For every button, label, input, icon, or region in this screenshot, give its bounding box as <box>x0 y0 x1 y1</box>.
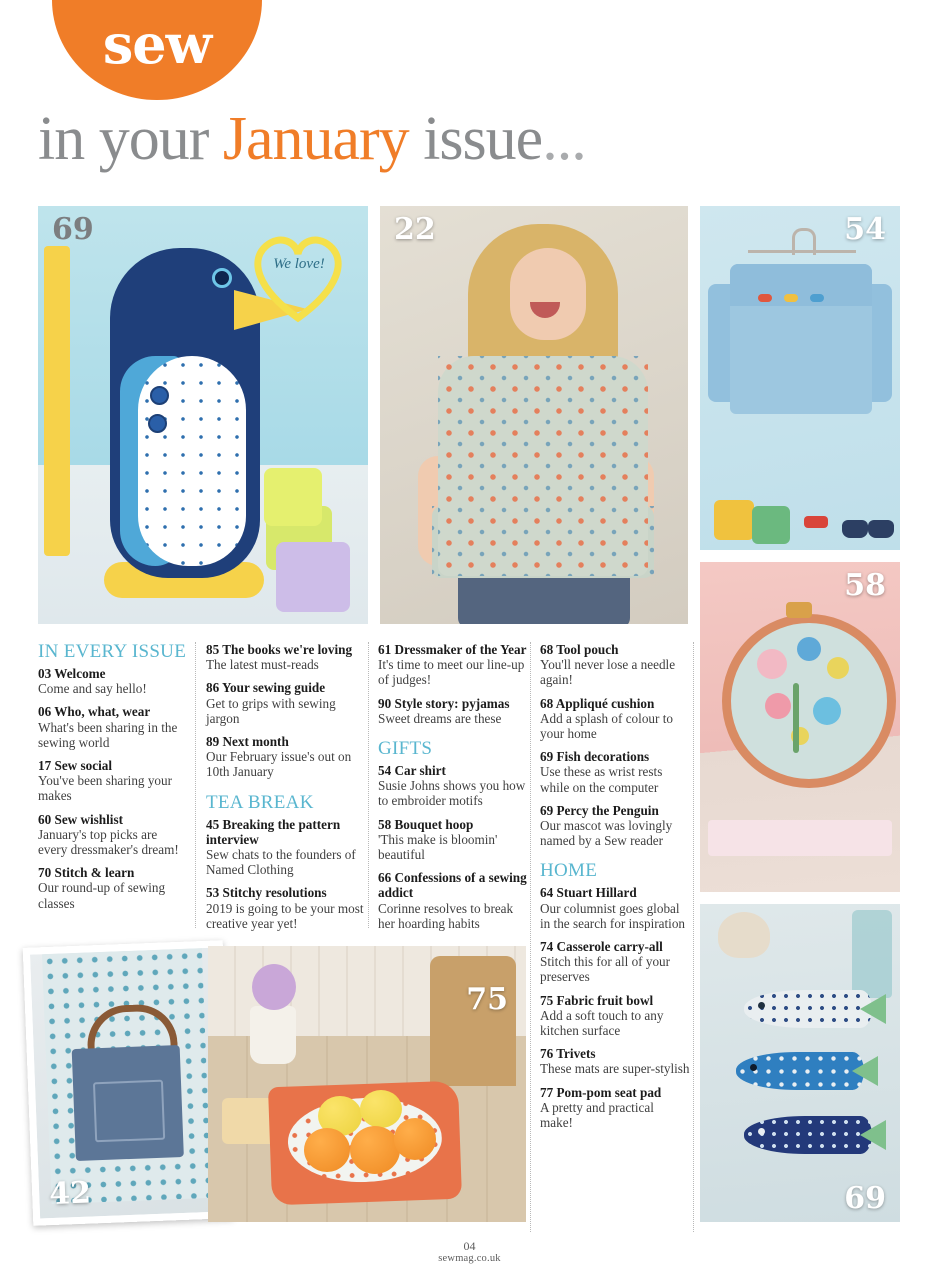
entry-title: 61 Dressmaker of the Year <box>378 642 527 657</box>
headline-post: issue <box>408 105 543 173</box>
entry-desc: January's top picks are every dressmaker's dream! <box>38 826 179 858</box>
entry-title: 70 Stitch & learn <box>38 865 135 881</box>
entry-desc: Come and say hello! <box>38 681 147 697</box>
contents-entry[interactable] <box>540 885 690 931</box>
contents-entry[interactable] <box>540 803 690 849</box>
entry-title: 03 Welcome <box>38 666 106 681</box>
entry-title: 69 Fish decorations <box>540 749 650 765</box>
car-motif <box>784 294 798 302</box>
contents-entry[interactable] <box>540 642 690 688</box>
section-heading-home: HOME <box>540 860 598 882</box>
section-heading-in-every-issue: IN EVERY ISSUE <box>38 641 187 662</box>
entry-desc: Susie Johns shows you how to embroider motifs <box>378 778 526 809</box>
contents-entry[interactable] <box>38 758 188 804</box>
page-ref-69-penguin: 69 <box>52 212 94 247</box>
entry-desc: Add a splash of colour to your home <box>540 710 673 742</box>
section-heading-tea-break: TEA BREAK <box>206 791 314 813</box>
entry-desc: What's been sharing in the sewing world <box>38 719 178 750</box>
penguin-eye <box>212 268 232 288</box>
entry-title: 53 Stitchy resolutions <box>206 885 327 901</box>
toy-block-lime <box>264 468 322 526</box>
penguin-cushion-photo <box>38 206 368 624</box>
contents-entry[interactable] <box>540 1046 690 1076</box>
entry-desc: Our columnist goes global in the search for inspiration <box>540 900 686 931</box>
car-shirt-photo <box>700 206 900 550</box>
toy-block-yellow <box>714 500 754 540</box>
model-top-photo <box>380 206 688 624</box>
toy-car <box>804 516 828 528</box>
shirt-yoke-embroidery <box>730 264 872 306</box>
entry-title: 75 Fabric fruit bowl <box>540 992 654 1008</box>
penguin-button <box>150 386 169 405</box>
column-divider <box>693 642 694 1232</box>
model-face <box>510 248 586 340</box>
entry-desc: Our mascot was lovingly named by a Sew reader <box>540 818 673 849</box>
column-tea-break <box>206 642 364 939</box>
entry-desc: Corinne resolves to break her hoarding habits <box>378 900 514 931</box>
toy-block-purple <box>276 542 350 612</box>
contents-entry[interactable] <box>378 870 528 931</box>
contents-entry[interactable] <box>540 749 690 795</box>
fabric-pattern <box>438 356 648 576</box>
contents-entry[interactable] <box>378 642 528 688</box>
entry-desc: A pretty and practical make! <box>540 1099 654 1131</box>
headline-month: January <box>222 105 409 173</box>
sew-logo: sew <box>102 12 212 76</box>
entry-title: 68 Appliqué cushion <box>540 695 655 711</box>
column-divider <box>530 642 531 1232</box>
page-ref-54-shirt: 54 <box>844 212 886 247</box>
column-in-every-issue <box>38 642 188 919</box>
entry-title: 54 Car shirt <box>378 763 446 779</box>
contents-entry[interactable] <box>540 993 690 1039</box>
page-footer <box>0 1240 939 1264</box>
contents-entry[interactable] <box>540 1085 690 1131</box>
shoe-left <box>842 520 868 538</box>
entry-title: 77 Pom-pom seat pad <box>540 1084 662 1100</box>
contents-entry[interactable] <box>38 812 188 858</box>
contents-entry[interactable] <box>378 817 528 863</box>
entry-desc: Sweet dreams are these <box>378 710 502 726</box>
footer-website: sewmag.co.uk <box>438 1253 501 1264</box>
entry-title: 90 Style story: pyjamas <box>378 695 510 711</box>
column-divider <box>368 642 369 928</box>
footer-page-number: 04 <box>463 1239 476 1253</box>
entry-title: 58 Bouquet hoop <box>378 816 474 832</box>
contents-entry[interactable] <box>206 885 364 931</box>
we-love-badge <box>246 230 350 324</box>
contents-entry[interactable] <box>540 696 690 742</box>
contents-entry[interactable] <box>540 939 690 985</box>
contents-entry[interactable] <box>38 704 188 750</box>
contents-entry[interactable] <box>206 642 364 672</box>
yellow-prop <box>44 246 70 556</box>
column-home <box>540 642 690 1138</box>
entry-desc: It's time to meet our line-up of judges! <box>378 657 525 688</box>
entry-desc: These mats are super-stylish <box>540 1061 690 1077</box>
hanger-bar <box>748 250 856 253</box>
contents-entry[interactable] <box>378 696 528 726</box>
entry-desc: Stitch this for all of your preserves <box>540 954 671 985</box>
headline-ellipsis: ... <box>542 105 586 173</box>
entry-desc: Our round-up of sewing classes <box>38 880 166 911</box>
entry-desc: Sew chats to the founders of Named Clothing <box>206 847 356 878</box>
headline-pre: in your <box>38 105 223 173</box>
heart-icon <box>246 230 350 324</box>
entry-title: 76 Trivets <box>540 1046 596 1062</box>
shoe-right <box>868 520 894 538</box>
contents-entry[interactable] <box>206 680 364 726</box>
column-gifts <box>378 642 528 939</box>
contents-entry[interactable] <box>38 666 188 696</box>
entry-title: 85 The books we're loving <box>206 642 353 657</box>
entry-desc: Use these as wrist rests while on the computer <box>540 764 663 795</box>
entry-desc: 2019 is going to be your most creative year yet! <box>206 900 364 931</box>
entry-title: 64 Stuart Hillard <box>540 885 637 901</box>
page-ref-75-fruit-bowl: 75 <box>466 982 508 1017</box>
section-heading-gifts: GIFTS <box>378 738 433 760</box>
we-love-label: We love! <box>273 256 325 272</box>
entry-title: 89 Next month <box>206 734 289 750</box>
contents-entry[interactable] <box>206 817 364 878</box>
page-ref-69-fish: 69 <box>844 1181 886 1216</box>
entry-desc: 'This make is bloomin' beautiful <box>378 831 498 863</box>
entry-title: 69 Percy the Penguin <box>540 802 659 818</box>
column-divider <box>195 642 196 928</box>
entry-title: 60 Sew wishlist <box>38 811 123 827</box>
entry-desc: Get to grips with sewing jargon <box>206 695 336 726</box>
entry-desc: Add a soft touch to any kitchen surface <box>540 1007 664 1039</box>
entry-desc: You'll never lose a needle again! <box>540 657 676 688</box>
contents-entry[interactable] <box>38 865 188 911</box>
toy-block-green <box>752 506 790 544</box>
entry-title: 74 Casserole carry-all <box>540 939 663 955</box>
page-ref-42-bag: 42 <box>48 1175 92 1213</box>
entry-title: 45 Breaking the pattern interview <box>206 816 341 847</box>
page-ref-58-hoop: 58 <box>844 568 886 603</box>
entry-title: 17 Sew social <box>38 758 112 774</box>
entry-title: 68 Tool pouch <box>540 642 619 657</box>
contents-entry[interactable] <box>378 763 528 809</box>
hoop-tightener <box>786 602 812 618</box>
entry-desc: The latest must-reads <box>206 657 319 673</box>
entry-title: 86 Your sewing guide <box>206 680 326 696</box>
model-top-garment <box>438 356 648 576</box>
entry-desc: You've been sharing your makes <box>38 773 172 804</box>
entry-desc: Our February issue's out on 10th January <box>206 749 352 780</box>
penguin-button <box>148 414 167 433</box>
car-motif <box>810 294 824 302</box>
entry-title: 66 Confessions of a sewing addict <box>378 870 527 901</box>
page-ref-22-model: 22 <box>394 212 436 247</box>
car-motif <box>758 294 772 302</box>
contents-listing <box>38 642 900 1232</box>
contents-entry[interactable] <box>206 734 364 780</box>
entry-title: 06 Who, what, wear <box>38 704 151 720</box>
